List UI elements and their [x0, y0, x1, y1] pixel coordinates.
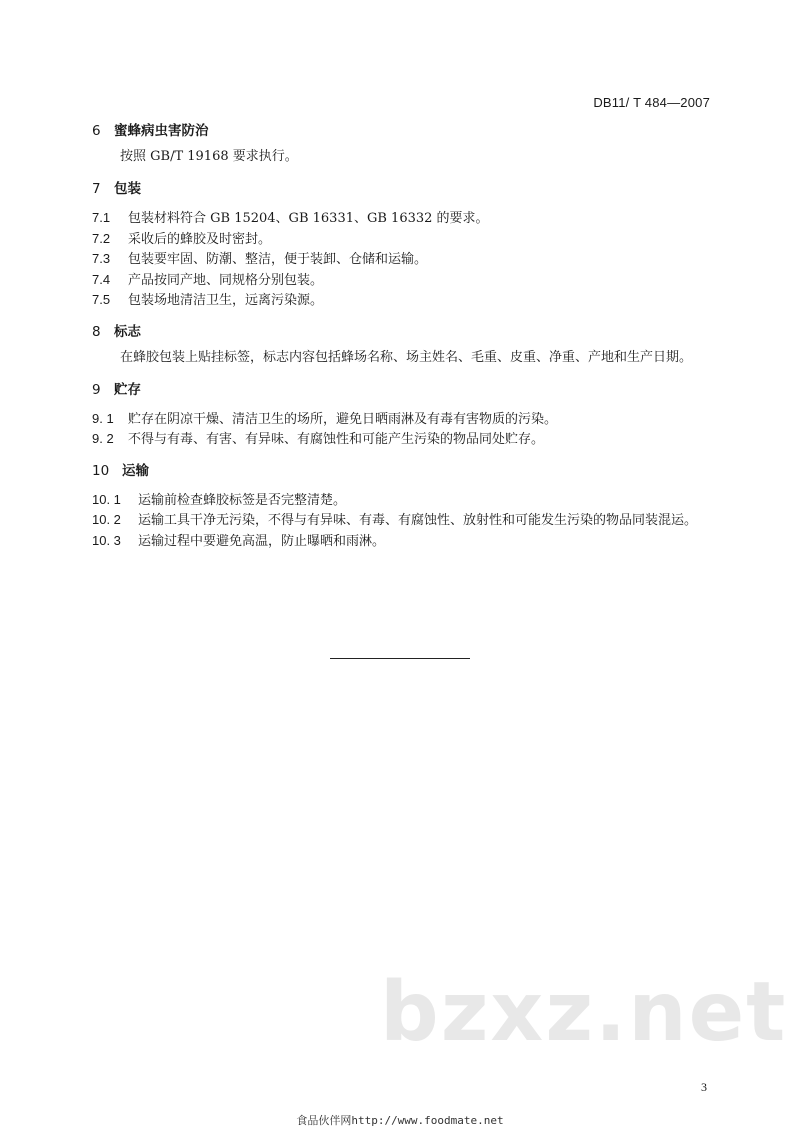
section-title: 蜜蜂病虫害防治	[114, 123, 209, 139]
item-text: 不得与有毒、有害、有异味、有腐蚀性和可能产生污染的物品同处贮存。	[128, 432, 545, 447]
end-rule-divider	[330, 658, 470, 659]
section-title: 运输	[122, 462, 149, 479]
list-item	[92, 429, 732, 450]
section-8-heading	[92, 321, 732, 343]
list-item	[92, 270, 732, 291]
item-number: 9. 2	[92, 431, 114, 446]
page-number: 3	[701, 1080, 707, 1094]
section-number: 7	[92, 181, 101, 197]
item-number: 7.3	[92, 251, 111, 266]
footer-url[interactable]: http://www.foodmate.net	[351, 1114, 504, 1127]
section-number: 8	[92, 323, 101, 340]
list-item	[92, 409, 732, 430]
item-number: 7.1	[92, 210, 111, 225]
section-title: 包装	[114, 181, 141, 197]
section-6-heading	[92, 120, 732, 142]
section-10-heading	[92, 460, 732, 482]
item-text: 包装场地清洁卫生，远离污染源。	[128, 293, 324, 308]
item-text: 贮存在阴凉干燥、清洁卫生的场所，避免日晒雨淋及有毒有害物质的污染。	[128, 411, 558, 427]
footer-site-name: 食品伙伴网	[296, 1114, 352, 1127]
item-number: 7.4	[92, 271, 111, 287]
section-title: 标志	[114, 323, 141, 340]
list-item	[92, 229, 732, 250]
list-item	[92, 490, 732, 511]
item-number: 10. 1	[92, 491, 121, 507]
watermark: bzxz.net	[380, 965, 788, 1060]
section-10-list	[92, 490, 732, 552]
list-item	[92, 208, 732, 229]
list-item	[92, 290, 732, 311]
item-text: 运输过程中要避免高温，防止曝晒和雨淋。	[138, 533, 386, 549]
section-9-list	[92, 409, 732, 450]
section-7-heading	[92, 178, 732, 200]
list-item	[92, 531, 732, 552]
item-text: 运输前检查蜂胶标签是否完整清楚。	[138, 492, 347, 508]
item-text: 运输工具干净无污染，不得与有异味、有毒、有腐蚀性、放射性和可能发生污染的物品同装混运。	[138, 513, 698, 528]
item-number: 7.5	[92, 292, 111, 307]
section-7-list	[92, 208, 732, 311]
item-text: 包装要牢固、防潮、整洁，便于装卸、仓储和运输。	[128, 252, 428, 267]
item-text: 产品按同产地、同规格分别包装。	[128, 272, 324, 288]
section-number: 10	[92, 462, 110, 479]
section-8-text: 在蜂胶包装上贴挂标签，标志内容包括蜂场名称、场主姓名、毛重、皮重、净重、产地和生产日期。	[120, 349, 693, 365]
section-number: 6	[92, 123, 101, 139]
section-number: 9	[92, 381, 101, 398]
item-number: 10. 3	[92, 532, 121, 548]
standard-code: DB11/ T 484—2007	[593, 95, 710, 110]
section-title: 贮存	[114, 381, 141, 398]
item-text: 采收后的蜂胶及时密封。	[128, 231, 272, 247]
item-number: 9. 1	[92, 410, 114, 426]
section-9-heading	[92, 379, 732, 401]
item-number: 7.2	[92, 230, 111, 246]
section-6-text: 按照 GB/T 19168 要求执行。	[120, 149, 298, 164]
item-number: 10. 2	[92, 512, 121, 527]
document-body	[92, 120, 732, 561]
list-item	[92, 249, 732, 270]
list-item	[92, 510, 732, 531]
footer	[0, 1112, 800, 1128]
item-text: 包装材料符合 GB 15204、GB 16331、GB 16332 的要求。	[128, 211, 489, 226]
